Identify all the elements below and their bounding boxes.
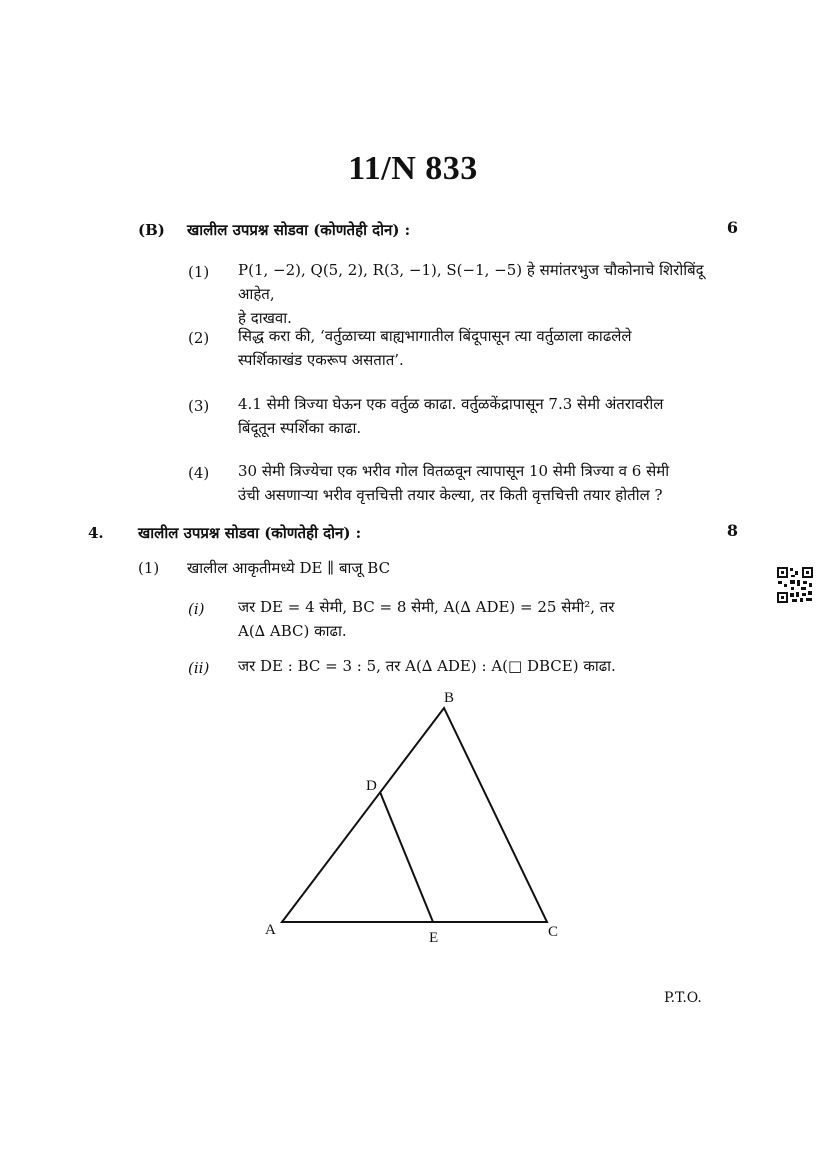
q4-marks: 8 [726,521,738,540]
q4-part-i-text [238,595,743,643]
q4-part-ii-number: (ii) [188,659,210,677]
b-item-2-text [238,324,743,372]
b-item-1-number: (1) [188,263,210,281]
b-item-4-number: (4) [188,464,210,482]
q4-part-ii-text: जर DE : BC = 3 : 5, तर A(∆ ADE) : A(□ DBCE) काढा. [238,657,616,675]
label-e: E [429,930,439,946]
q4-sub1-number: (1) [138,559,160,577]
paper-code: 11/N 833 [348,150,478,187]
label-d: D [366,778,377,794]
triangle-figure [250,680,580,950]
b-item-4-line2: उंची असणाऱ्या भरीव वृत्तचित्ती तयार केल्या, तर किती वृत्तचित्ती तयार होतील ? [238,486,663,504]
b-item-3-line2: बिंदूतून स्पर्शिका काढा. [238,419,362,437]
b-item-2-line2: स्पर्शिकाखंड एकरूप असतात’. [238,351,404,369]
triangle-abc [282,708,547,922]
section-b-marks: 6 [726,218,738,237]
segment-de [380,792,433,922]
label-a: A [265,922,276,938]
b-item-2-number: (2) [188,329,210,347]
b-item-4-line1: 30 सेमी त्रिज्येचा एक भरीव गोल वितळवून त्यापासून 10 सेमी त्रिज्या व 6 सेमी [238,462,670,480]
q4-part-i-line1: जर DE = 4 सेमी, BC = 8 सेमी, A(∆ ADE) = 25 सेमी², तर [238,598,615,616]
q4-sub1-text: खालील आकृतीमध्ये DE ∥ बाजू BC [187,559,391,577]
q4-part-i-line2: A(∆ ABC) काढा. [238,622,347,640]
section-b-label: (B) [138,221,165,239]
b-item-2-line1: सिद्ध करा की, ‘वर्तुळाच्या बाह्यभागातील बिंदूपासून त्या वर्तुळाला काढलेले [238,327,632,345]
b-item-4-text [238,459,743,507]
b-item-3-text [238,392,743,440]
q4-label: 4. [88,524,104,542]
q4-heading: खालील उपप्रश्न सोडवा (कोणतेही दोन) : [138,524,362,542]
pto-label: P.T.O. [664,990,702,1006]
b-item-1-line2: हे दाखवा. [238,309,292,327]
b-item-3-line1: 4.1 सेमी त्रिज्या घेऊन एक वर्तुळ काढा. वर्तुळकेंद्रापासून 7.3 सेमी अंतरावरील [238,395,664,413]
label-c: C [548,924,559,940]
b-item-1-line1: P(1, −2), Q(5, 2), R(3, −1), S(−1, −5) हे समांतरभुज चौकोनाचे शिरोबिंदू आहेत, [238,261,704,303]
b-item-1-text [238,258,743,330]
section-b-heading: खालील उपप्रश्न सोडवा (कोणतेही दोन) : [187,221,411,239]
b-item-3-number: (3) [188,397,210,415]
qr-code [776,566,814,604]
q4-part-i-number: (i) [188,600,205,618]
label-b: B [444,690,455,706]
